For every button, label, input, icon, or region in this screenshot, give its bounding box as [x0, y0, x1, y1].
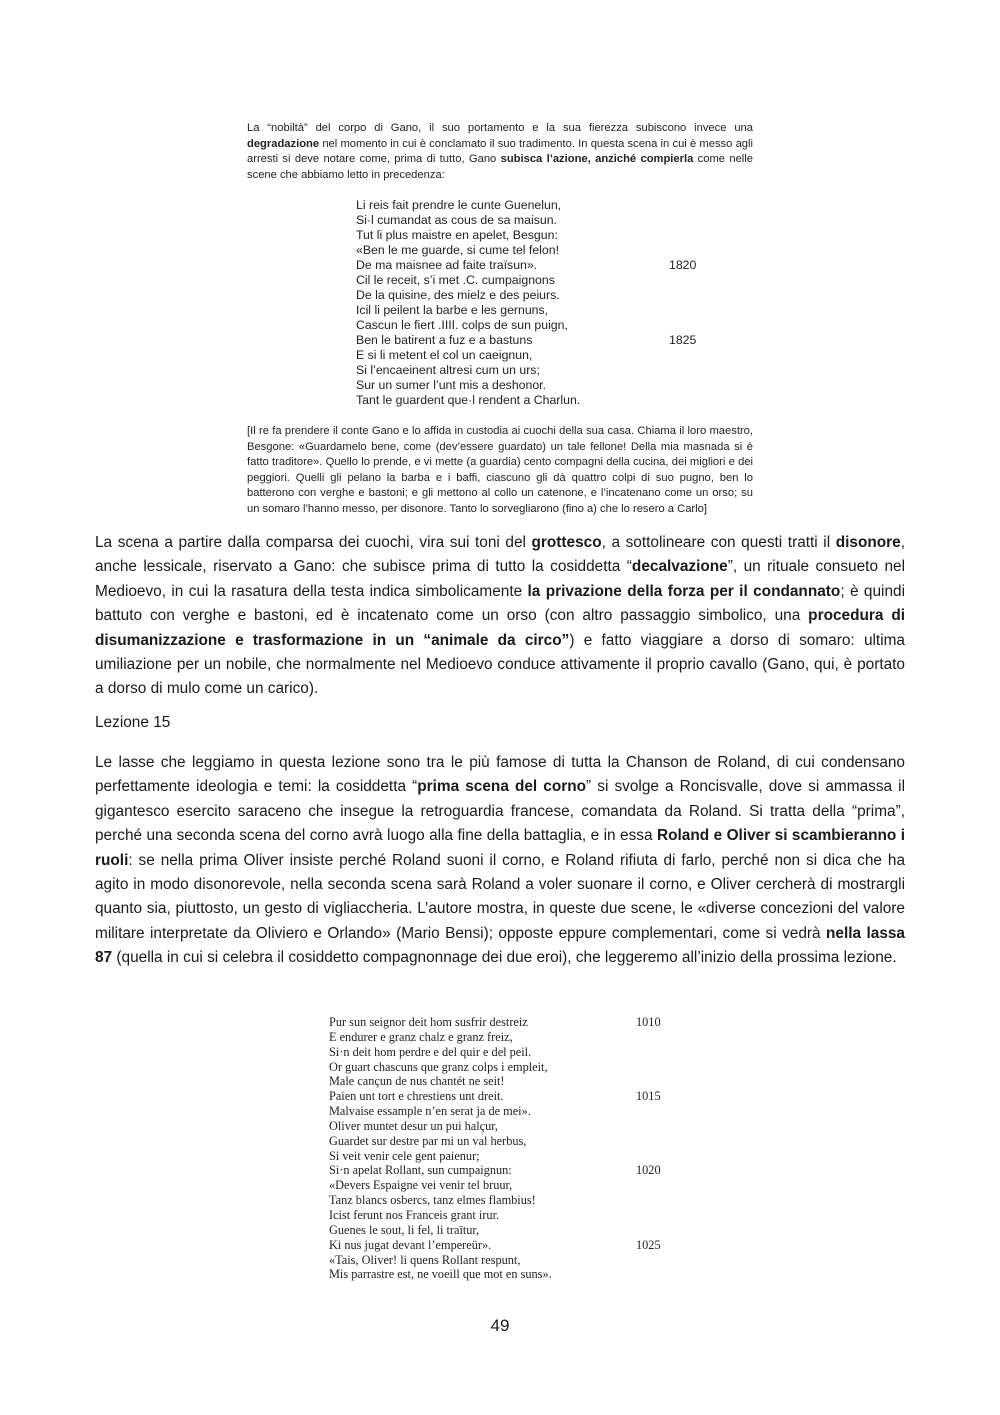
quote-intro-text	[247, 121, 753, 183]
verse-line	[329, 1134, 669, 1149]
verse-line	[329, 1163, 669, 1178]
verse-line	[356, 378, 716, 393]
verse-text: Si·n apelat Rollant, sun cumpaignun:	[329, 1163, 512, 1178]
text-run: , a sottolineare con questi tratti il	[601, 534, 836, 551]
verse-text: Tanz blancs osbercs, tanz elmes flambius!	[329, 1193, 536, 1208]
verse-text: De la quisine, des mielz e des peiurs.	[356, 288, 560, 302]
verse-block-1820	[356, 198, 716, 408]
verse-block-1010	[329, 1015, 669, 1282]
verse-text: Si·n deit hom perdre e del quir e del peil.	[329, 1044, 532, 1059]
bold-run: grottesco	[531, 534, 602, 551]
verse-text: «Tais, Oliver! li quens Rollant respunt,	[329, 1252, 521, 1267]
verse-text: Ki nus jugat devant l’empereür».	[329, 1237, 492, 1252]
bold-run: la privazione della forza per il condannato	[527, 582, 841, 600]
verse-line	[329, 1030, 669, 1045]
bold-run: nella lassa 87	[95, 924, 905, 967]
lesson-heading: Lezione 15	[95, 714, 171, 731]
text-run: ”, un rituale consueto nel Medioevo, in cui la rasatura della testa indica simbolicamente	[95, 558, 906, 600]
verse-text: Malvaise essample n’en serat ja de mei».	[329, 1104, 531, 1119]
verse-line	[329, 1074, 669, 1089]
verse-text: Cil le receit, s’i met .C. cumpaignons	[356, 273, 555, 287]
verse-text: Mis parrastre est, ne voeill que mot en suns».	[329, 1267, 552, 1282]
verse-line	[329, 1015, 669, 1030]
body-paragraph-corno	[95, 751, 905, 971]
verse-line	[329, 1223, 669, 1238]
verse-line	[356, 363, 716, 378]
verse-line	[329, 1238, 669, 1253]
verse-line	[329, 1119, 669, 1134]
verse-text: Or guart chascuns que granz colps i empleit,	[329, 1059, 548, 1074]
verse-line	[329, 1149, 669, 1164]
verse-line	[329, 1089, 669, 1104]
verse-text: Si·l cumandat as cous de sa maisun.	[356, 213, 557, 227]
verse-line	[356, 393, 716, 408]
verse-line	[329, 1208, 669, 1223]
verse-number: 1015	[636, 1089, 661, 1104]
bold-run: subisca l’azione, anziché compierla	[500, 153, 694, 166]
verse-line	[356, 303, 716, 318]
bold-run: decalvazione	[631, 558, 728, 576]
verse-text: E endurer e granz chalz e granz freiz,	[329, 1029, 513, 1044]
verse-line	[329, 1267, 669, 1282]
bold-run: prima scena del corno	[417, 778, 587, 796]
verse-text: Tant le guardent que·l rendent a Charlun.	[356, 393, 581, 407]
verse-number: 1825	[669, 333, 697, 347]
verse-number: 1025	[636, 1237, 661, 1252]
verse-line	[329, 1253, 669, 1268]
verse-text: Pur sun seignor deit hom susfrir destreiz	[329, 1015, 528, 1029]
verse-line	[356, 213, 716, 228]
verse-number: 1820	[669, 258, 697, 272]
verse-line	[356, 243, 716, 258]
text-run: (quella in cui si celebra il cosiddetto compagnonnage dei due eroi), che leggeremo all’inizio della prossima lezione.	[112, 949, 897, 967]
text-run: La “nobiltà” del corpo di Gano, il suo portamento e la sua fierezza subiscono invece una	[247, 122, 753, 134]
verse-line	[356, 258, 716, 273]
verse-text: «Devers Espaigne vei venir tel bruur,	[329, 1178, 513, 1193]
verse-text: De ma maisnee ad faite traïsun».	[356, 258, 538, 272]
verse-line	[356, 228, 716, 243]
verse-text: Oliver muntet desur un pui halçur,	[329, 1118, 498, 1133]
verse-text: Cascun le fiert .IIII. colps de sun puign,	[356, 318, 568, 332]
verse-text: Paien unt tort e chrestiens unt dreit.	[329, 1089, 504, 1104]
verse-text: Tut li plus maistre en apelet, Besgun:	[356, 228, 558, 242]
text-run: , anche lessicale, riservato a Gano: che subisce prima di tutto la cosiddetta “	[95, 534, 905, 576]
verse-line	[356, 348, 716, 363]
verse-text: Icist ferunt nos Franceis grant irur.	[329, 1207, 500, 1222]
verse-text: Li reis fait prendre le cunte Guenelun,	[356, 198, 562, 212]
verse-line	[356, 273, 716, 288]
bold-run: disonore	[835, 534, 901, 551]
text-run: : se nella prima Oliver insiste perché Roland suoni il corno, e Roland rifiuta di farlo, perché non si dica che ha agito in modo disonorevole, nella seconda scena sarà Roland a voler suonare il corno, e Oliver cercherà di mostrargli quanto sia, piuttosto, un gesto di vigliaccheria. L’autore mostra, in queste due scene, le «diverse concezioni del valore militare interpretate da Oliviero e Orlando» (Mario Bensi); opposte eppure complementari, come si vedrà	[95, 851, 905, 942]
verse-text: Guenes le sout, li fel, li traïtur,	[329, 1222, 480, 1237]
quote-translation: [Il re fa prendere il conte Gano e lo affida in custodia ai cuochi della sua casa. Chiama il loro maestro, Besgone: «Guardamelo bene, come (dev’essere guardato) un tale fellone! Della mia masnada si è fatto traditore». Quello lo prende, e vi mette (a guardia) cento compagni della cucina, dei migliori e dei peggiori. Quelli gli pelano la barba e i baffi, ciascuno gli dà quattro colpi di suo pugno, ben lo batterono con verghe e bastoni; e gli mettono al collo un catenone, e l’incatenano come un orso; su un somaro l’hanno messo, per disonore. Tanto lo sorvegliarono (fino a) che lo resero a Carlo]	[247, 425, 753, 515]
verse-line	[329, 1104, 669, 1119]
verse-line	[356, 198, 716, 213]
verse-line	[356, 333, 716, 348]
bold-run: Roland e Oliver si scambieranno i ruoli	[95, 827, 905, 869]
verse-text: Si l’encaeinent altresi cum un urs;	[356, 363, 540, 377]
verse-line	[329, 1193, 669, 1208]
verse-line	[329, 1045, 669, 1060]
body-paragraph-grottesco	[95, 531, 905, 702]
bold-run: degradazione	[247, 137, 320, 150]
verse-text: Sur un sumer l’unt mis a deshonor.	[356, 378, 547, 392]
text-run: La scena a partire dalla comparsa dei cuochi, vira sui toni del	[95, 534, 532, 551]
text-run: Le lasse che leggiamo in questa lezione sono tra le più famose di tutta la Chanson de Roland, di cui condensano perfettamente ideologia e temi: la cosiddetta “	[95, 754, 905, 796]
text-run: nel momento in cui è conclamato il suo tradimento. In questa scena in cui è messo agli arresti si deve notare come, prima di tutto, Gano	[247, 137, 753, 166]
verse-text: Ben le batirent a fuz e a bastuns	[356, 333, 533, 347]
text-run: ) e fatto viaggiare a dorso di somaro: ultima umiliazione per un nobile, che normalmente nel Medioevo conduce attivamente il proprio cavallo (Gano, qui, è portato a dorso di mulo come un carico).	[95, 631, 905, 698]
page-number: 49	[490, 1316, 510, 1335]
verse-text: Male cançun de nus chantét ne seit!	[329, 1074, 505, 1089]
verse-text: Guardet sur destre par mi un val herbus,	[329, 1133, 527, 1148]
verse-line	[329, 1060, 669, 1075]
verse-line	[356, 318, 716, 333]
verse-text: Icil li peilent la barbe e les gernuns,	[356, 303, 549, 317]
verse-text: «Ben le me guarde, si cume tel felon!	[356, 243, 560, 257]
verse-text: Si veit venir cele gent paienur;	[329, 1148, 480, 1163]
bold-run: procedura di disumanizzazione e trasformazione in un “animale da circo”	[95, 607, 905, 649]
text-run: ” si svolge a Roncisvalle, dove si ammassa il gigantesco esercito saraceno che insegue la retroguardia francese, comandata da Roland. Si tratta della “prima”, perché una seconda scena del corno avrà luogo alla fine della battaglia, e in essa	[95, 778, 905, 845]
verse-number: 1010	[636, 1015, 661, 1029]
text-run: ; è quindi battuto con verghe e bastoni, ed è incatenato come un orso (con altro passaggio simbolico, una	[95, 582, 905, 625]
text-run: come nelle scene che abbiamo letto in precedenza:	[247, 153, 754, 181]
verse-line	[329, 1178, 669, 1193]
verse-text: E si li metent el col un caeignun,	[356, 348, 533, 362]
verse-line	[356, 288, 716, 303]
verse-number: 1020	[636, 1163, 661, 1178]
